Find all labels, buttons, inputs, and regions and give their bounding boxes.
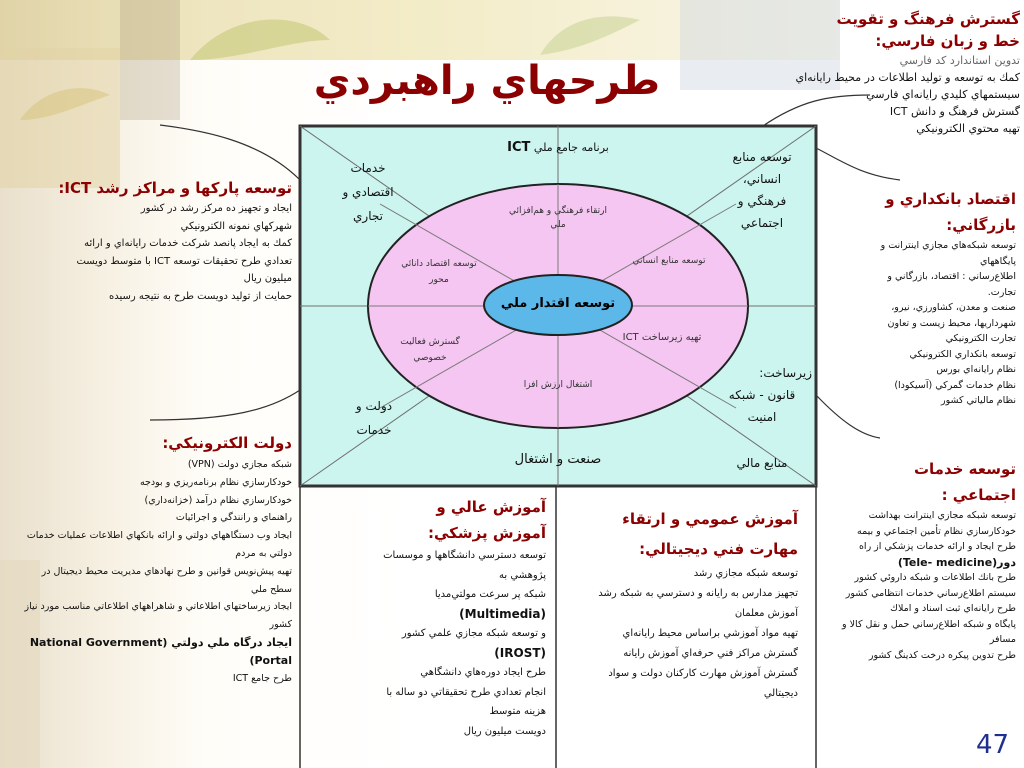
ellipse-infrastructure-label: تهيه زيرساخت ICT	[622, 332, 702, 343]
social-heading: توسعه خدمات اجتماعي :	[913, 460, 1016, 504]
diagram-infrastructure-label: زيرساخت: قانون - شبكه امنيت	[728, 366, 812, 424]
egov-list: شبكه مجازي دولت (VPN) خودكارسازي نظام برنامه‌ريزي و بودجه خودكارسازي نظام درآمد (خزانه‌داري) راهنماي و رانندگي و اجرائيات ايجاد وب دستگاههاي دولتي و ارائه بانكهاي اطلاعات عمليات خدمات دولتي به مردم تهيه پيش‌نويس قوانين و طرح نهادهاي مديريت محيط ديجيتال در سطح ملي ايجاد زيرساختهاي اطلاعاتي و شاهراههاي اطلاعاتي مناسب مورد نياز كشور ايجاد درگاه ملي دولتي (National Government Portal) طرح جامع ICT	[24, 459, 292, 684]
ellipse-knowledge-economy-label: توسعه اقتصاد دانائي محور	[401, 259, 477, 285]
egov-section	[4, 430, 292, 687]
ict-parks-section	[4, 176, 292, 305]
ellipse-human-resources-label: توسعه منابع انساني	[632, 256, 706, 266]
social-section	[824, 456, 1016, 663]
public-education-list: توسعه شبكه مجازي رشد تجهيز مدارس به رايانه و دسترسي به شبكه رشد آموزش معلمان تهيه مواد آموزشي براساس محيط رايانه‌اي گسترش مراكز فني حرفه‌اي آموزش رايانه گسترش آموزش مهارت كاركنان دولت و سواد ديجيتالي	[598, 568, 798, 699]
economy-list: توسعه شبكه‌هاي مجازي اينترانت و پايگاههاي اطلاع‌رساني : اقتصاد، بازرگاني و تجارت. صنعت و معدن، كشاورزي، نيرو، شهرداريها، محيط زيست و تعاون تجارت الكترونيكي توسعه بانكداري الكترونيكي نظام رايانه‌اي بورس نظام خدمات گمركي (آسيكودا) نظام مالياتي كشور	[880, 240, 1016, 406]
ellipse-employment-label: اشتغال ارزش افزا	[523, 380, 593, 390]
public-education-section	[562, 504, 798, 704]
culture-heading: گسترش فرهنگ و تقويت خط و زبان فارسي:	[836, 10, 1020, 50]
higher-education-list: توسعه دسترسي دانشگاهها و موسسات پژوهشي به شبكه پر سرعت مولتي‌مديا (Multimedia) و توسعه شبكه مجازي علمي كشور (IROST) طرح ايجاد دوره‌هاي دانشگاهي انجام تعدادي طرح تحقيقاتي دو ساله با هزينه متوسط دويست ميليون ريال	[383, 550, 546, 737]
diagram-industry-label: صنعت و اشتغال	[514, 452, 602, 467]
diagram-human-resources-label: توسعه منابع انساني، فرهنگي و اجتماعي	[732, 150, 792, 230]
diagram-financial-label: منابع مالي	[736, 456, 788, 470]
economy-section	[836, 186, 1016, 409]
page-number: 47	[976, 730, 1010, 760]
ict-parks-heading: توسعه پاركها و مراكز رشد ICT:	[58, 179, 292, 197]
culture-list: تدوين استاندارد كد فارسي كمك به توسعه و توليد اطلاعات در محيط رايانه‌اي سيستمهاي كليدي رايانه‌اي فارسي گسترش فرهنگ و دانش ICT تهيه محتوي الكترونيكي	[795, 54, 1020, 135]
core-label: توسعه اقتدار ملي	[500, 296, 616, 311]
ellipse-private-sector-label: گسترش فعاليت خصوصي	[400, 337, 460, 363]
public-education-heading: آموزش عمومي و ارتقاء مهارت فني ديجيتالي:	[622, 510, 798, 558]
higher-education-heading: آموزش عالي و آموزش پزشكي:	[427, 498, 546, 542]
economy-heading: اقتصاد بانكداري و بازرگاني:	[885, 190, 1016, 234]
ict-parks-list: ايجاد و تجهيز ده مركز رشد در كشور شهركهاي نمونه الكترونيكي كمك به ايجاد پانصد شركت خدمات رايانه‌اي و ارائه تعدادي طرح تحقيقات توسعه ICT با متوسط دويست ميليون ريال حمايت از توليد دويست طرح به نتيجه رسيده	[76, 203, 292, 302]
higher-education-section	[306, 494, 546, 741]
ellipse-cultural-label: ارتقاء فرهنگي و هم‌افزائي ملي	[508, 206, 608, 230]
diagram-economic-services-label: خدمات اقتصادي و تجاري	[342, 161, 394, 223]
page-title: طرحهاي راهبردي	[313, 58, 660, 104]
diagram-government-label: دولت و خدمات	[355, 399, 393, 437]
social-list: توسعه شبكه مجازي اينترانت بهداشت خودكارسازي نظام تأمين اجتماعي و بيمه طرح ايجاد و ارائه خدمات پزشكي از راه دور(Tele- medicine) طرح بانك اطلاعات و شبكه داروئي كشور سيستم اطلاع‌رساني خدمات انتظامي كشور طرح رايانه‌اي ثبت اسناد و املاك پايگاه و شبكه اطلاع‌رساني حمل و نقل كالا و مسافر طرح تدوين پيكره درخت كدينگ كشور	[842, 510, 1016, 661]
egov-heading: دولت الكترونيكي:	[162, 434, 292, 452]
diagram-top-center-label: برنامه جامع ملي ICT	[507, 140, 609, 155]
culture-section	[740, 8, 1020, 137]
